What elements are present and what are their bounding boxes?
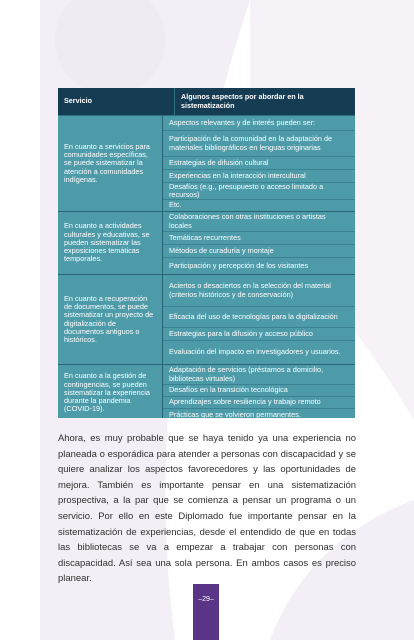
body-paragraph: Ahora, es muy probable que se haya tenido ya una experiencia no planeada o esporádica para atender a personas con discapacidad y se quiere analizar los aspectos favorecedores y las oportunidades de mejora. También es importante pensar en una sistematización prospectiva, a la par que se comienza a pensar un programa o un servicio. Por ello en este Diplomado fue importante pensar en la sistematización de experiencias, desde el entendido de que en todas las bibliotecas se va a empezar a trabajar con personas con discapacidad. Así sea una sola persona. En ambos casos es preciso planear. <box>58 433 356 585</box>
aspect-item: Aprendizajes sobre resiliencia y trabajo remoto <box>163 397 355 409</box>
table-row <box>58 365 355 418</box>
aspects-cell <box>162 365 355 418</box>
table-header-row <box>58 88 355 116</box>
aspect-item: Métodos de curaduría y montaje <box>163 245 355 258</box>
aspect-item: Evaluación del impacto en investigadores y usuarios. <box>169 347 341 357</box>
header-service: Servicio <box>64 96 92 106</box>
aspect-item: Estrategias para la difusión y acceso público <box>163 328 355 341</box>
aspect-item: Participación y percepción de los visitantes <box>169 260 309 270</box>
service-cell: En cuanto a recuperación de documentos, se puede sistematizar un proyecto de digitalización de documentos antiguos o históricos. <box>64 293 154 345</box>
header-aspects-cell <box>174 88 355 115</box>
services-table <box>58 88 355 418</box>
aspect-item: Estrategias de difusión cultural <box>163 157 355 170</box>
aspect-item: Participación de la comunidad en la adaptación de materiales bibliográficos en lenguas originarias <box>163 131 355 157</box>
table-row <box>58 116 355 212</box>
aspect-item: Experiencias en la interacción intercultural <box>163 170 355 183</box>
aspect-item: Etc. <box>169 200 182 210</box>
table-row <box>58 275 355 365</box>
aspects-cell <box>162 212 355 274</box>
aspect-item: Desafíos (e.g., presupuesto o acceso limitado a recursos) <box>163 183 355 200</box>
aspects-cell <box>162 275 355 364</box>
service-cell: En cuanto a la gestión de contingencias, se pueden sistematizar la experiencia durante la pandemia (COVID-19). <box>64 371 150 414</box>
aspect-item: Eficacia del uso de tecnologías para la digitalización <box>163 307 355 328</box>
table-row <box>58 212 355 275</box>
aspect-item: Desafíos en la transición tecnológica <box>163 385 355 397</box>
aspects-cell <box>162 116 355 211</box>
header-service-cell <box>58 88 174 115</box>
header-aspects: Algunos aspectos por abordar en la sistematización <box>181 92 304 110</box>
service-cell: En cuanto a servicios para comunidades específicas, se puede sistematizar la atención a comunidades indígenas. <box>64 141 150 184</box>
aspect-item: Colaboraciones con otras instituciones o artistas locales <box>163 212 355 232</box>
page-number: –29– <box>198 596 214 603</box>
service-cell: En cuanto a actividades culturales y educativas, se pueden sistematizar las exposiciones temáticas temporales. <box>64 221 150 264</box>
aspect-item: Temáticas recurrentes <box>163 232 355 245</box>
aspect-item: Prácticas que se volvieron permanentes. <box>169 409 301 418</box>
aspect-item: Aspectos relevantes y de interés pueden ser: <box>163 116 355 131</box>
aspect-item: Adaptación de servicios (préstamos a domicilio, bibliotecas virtuales) <box>163 365 355 385</box>
aspect-item: Aciertos o desaciertos en la selección del material (criterios históricos y de conservación) <box>163 275 355 307</box>
page-number-bar <box>193 584 219 640</box>
